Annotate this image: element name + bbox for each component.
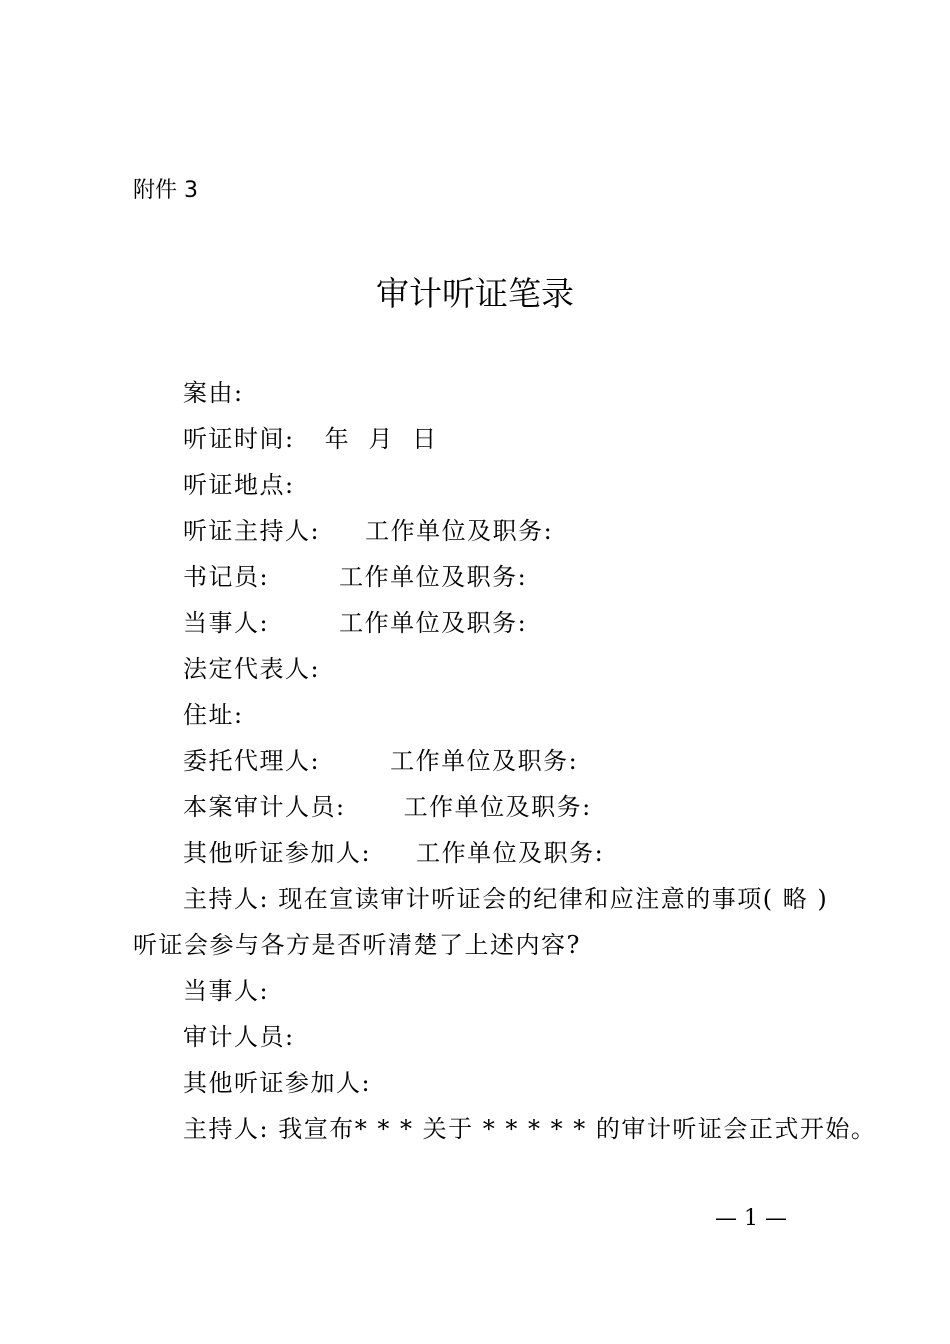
page-number: — 1 — [715,1206,787,1231]
clerk-work-unit-label: 工作单位及职务: [339,563,528,591]
agent-work-unit-label: 工作单位及职务: [390,747,579,775]
host-field [133,508,833,554]
host-statement-1: 主持人: 现在宣读审计听证会的纪律和应注意的事项( 略 ) [183,885,829,913]
address-label: 住址: [183,701,244,729]
others-response: 其他听证参加人: [183,1069,372,1097]
case-reason-label: 案由: [183,379,244,407]
legal-rep-label: 法定代表人: [183,655,321,683]
other-participants-field [133,830,833,876]
document-title: 审计听证笔录 [376,274,574,313]
auditor-field [133,784,833,830]
document-body [133,370,877,1152]
clerk-label: 书记员: [183,563,270,591]
host-label: 听证主持人: [183,517,321,545]
agent-field [133,738,833,784]
host-statement-1-continued: 听证会参与各方是否听清楚了上述内容? [133,931,581,959]
agent-label: 委托代理人: [183,747,321,775]
host-statement-2: 主持人: 我宣布* * * 关于 * * * * * 的审计听证会正式开始。 [183,1115,877,1143]
host-work-unit-label: 工作单位及职务: [365,517,554,545]
auditor-work-unit-label: 工作单位及职务: [403,793,592,821]
other-participants-work-unit-label: 工作单位及职务: [416,839,605,867]
case-reason-field [133,370,833,416]
hearing-time-value: 年 月 日 [324,425,438,453]
hearing-place-field [133,462,833,508]
clerk-field [133,554,833,600]
hearing-time-label: 听证时间: [183,425,295,453]
hearing-place-label: 听证地点: [183,471,295,499]
legal-rep-field [133,646,833,692]
party-field [133,600,833,646]
attachment-label: 附件 3 [133,178,198,203]
party-label: 当事人: [183,609,270,637]
address-field [133,692,833,738]
hearing-time-field [133,416,833,462]
party-response: 当事人: [183,977,270,1005]
other-participants-label: 其他听证参加人: [183,839,372,867]
auditors-response: 审计人员: [183,1023,295,1051]
party-work-unit-label: 工作单位及职务: [339,609,528,637]
auditor-label: 本案审计人员: [183,793,346,821]
